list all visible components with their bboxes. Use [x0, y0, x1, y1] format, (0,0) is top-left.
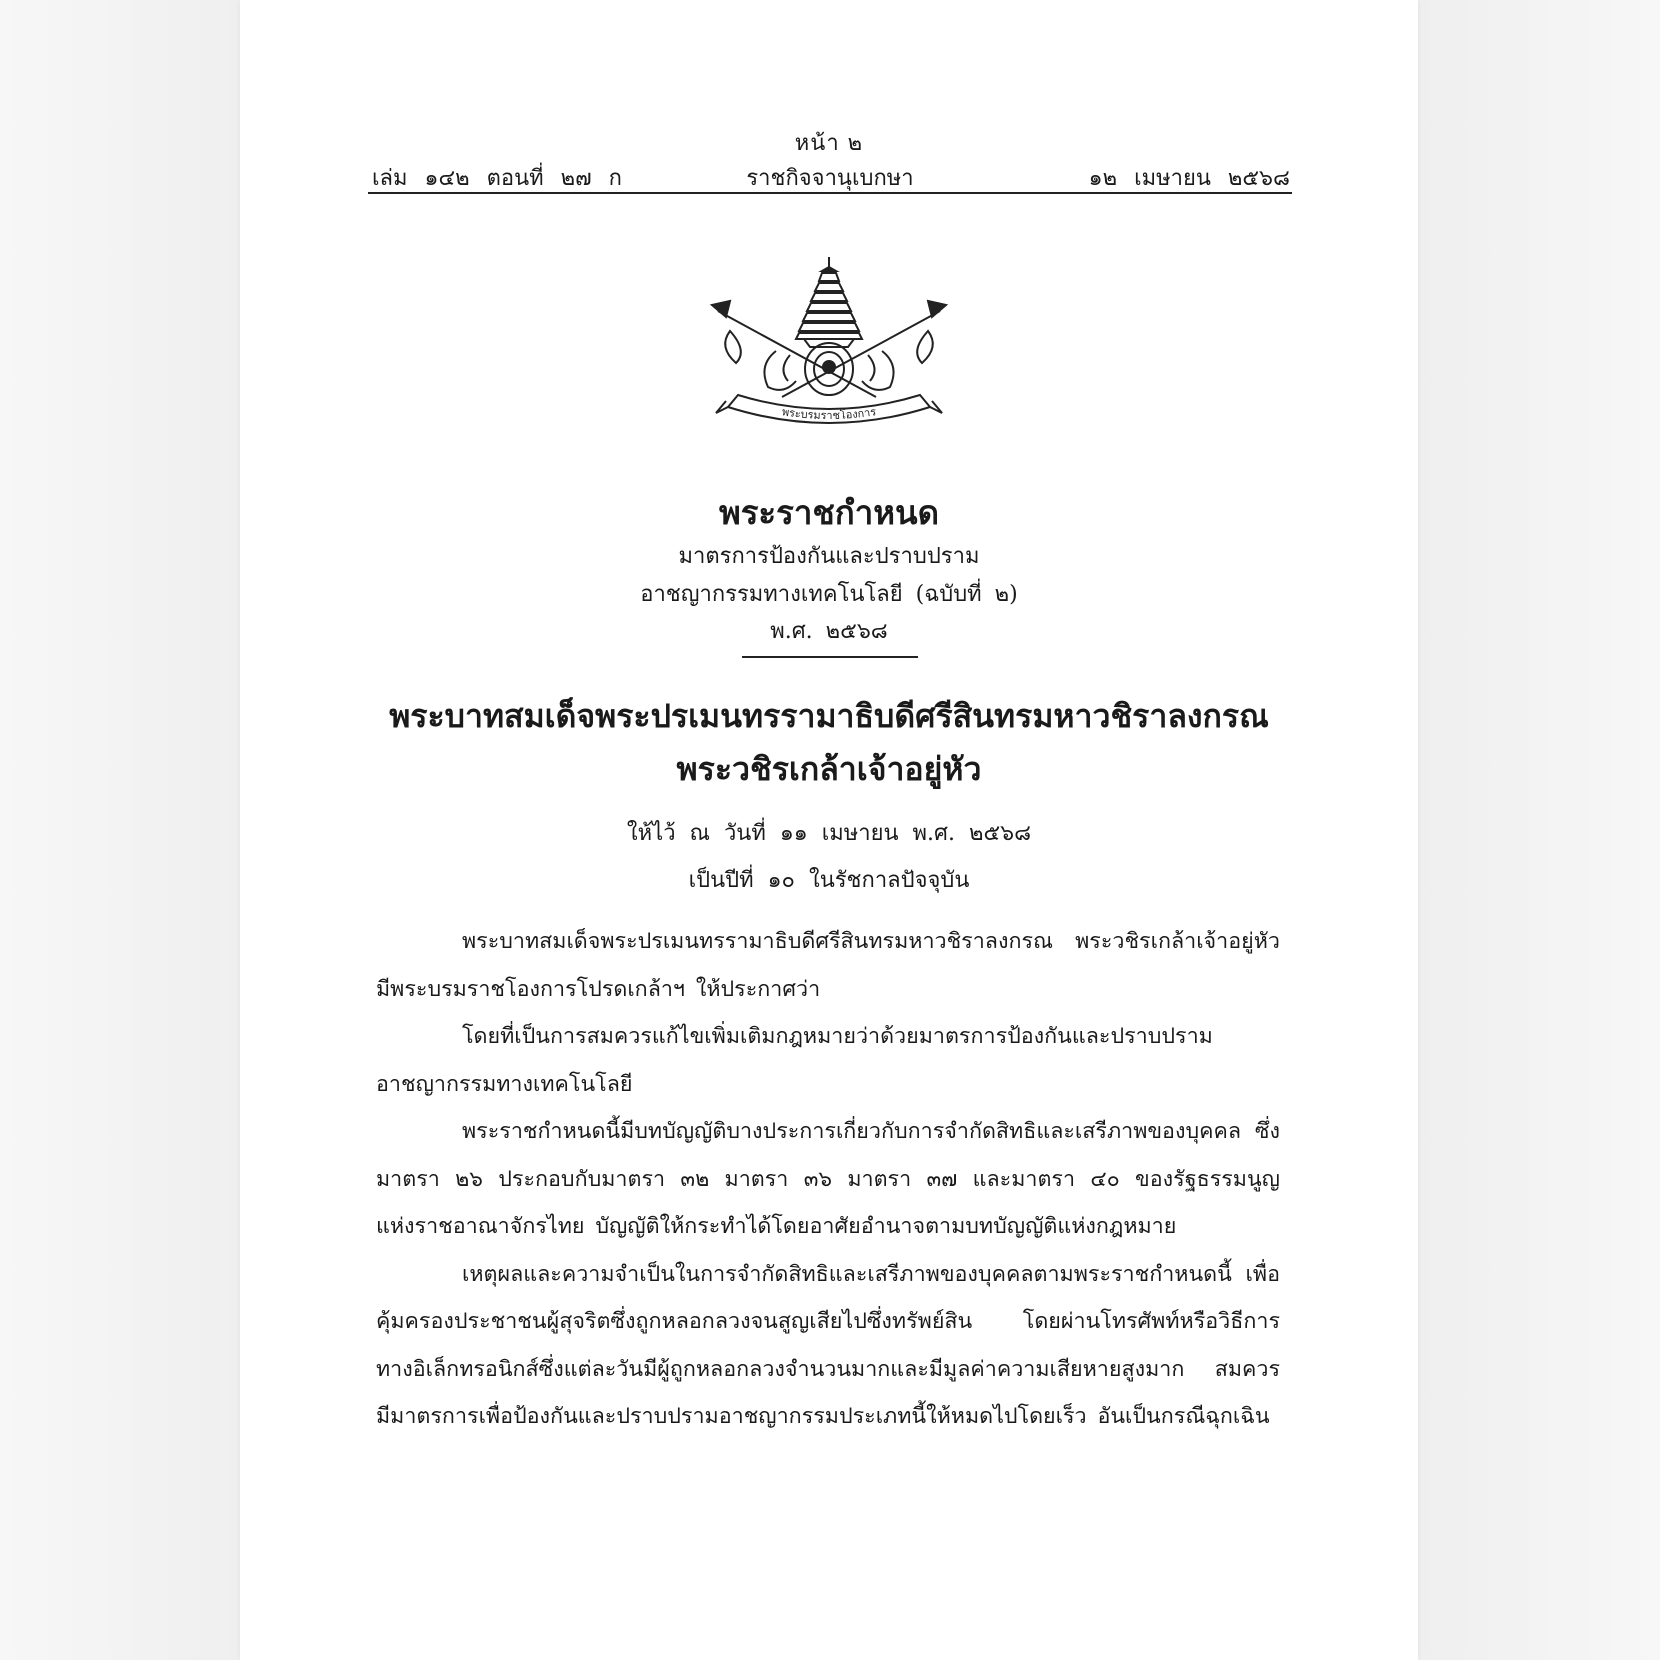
publication-name: ราชกิจจานุเบกษา [746, 166, 914, 191]
document-title: พระราชกำหนด [718, 493, 940, 532]
given-date: ให้ไว้ ณ วันที่ ๑๑ เมษายน พ.ศ. ๒๕๖๘ [626, 821, 1032, 846]
king-name-line2: พระวชิรเกล้าเจ้าอยู่หัว [676, 750, 982, 788]
reign-year: เป็นปีที่ ๑๐ ในรัชกาลปัจจุบัน [688, 868, 970, 893]
publication-date: ๑๒ เมษายน ๒๕๖๘ [1088, 166, 1290, 191]
gazette-page [240, 0, 1418, 1660]
royal-garuda-seal-icon [708, 255, 950, 431]
left-margin-background [0, 0, 240, 1660]
svg-text:พระบรมราชโองการ [781, 405, 877, 422]
title-divider [742, 656, 918, 658]
seal-ribbon-text: พระบรมราชโองการ [780, 405, 878, 423]
body-paragraph: พระราชกำหนดนี้มีบทบัญญัติบางประการเกี่ยวกับการจำกัดสิทธิและเสรีภาพของบุคคล ซึ่งมาตรา ๒๖ ประกอบกับมาตรา ๓๒ มาตรา ๓๖ มาตรา ๓๗ และมาตรา ๔๐ ของรัฐธรรมนูญ แห่งราชอาณาจักรไทย บัญญัติให้กระทำได้โดยอาศัยอำนาจตามบทบัญญัติแห่งกฎหมาย [376, 1119, 1280, 1239]
body-paragraph: พระบาทสมเด็จพระปรเมนทรรามาธิบดีศรีสินทรมหาวชิราลงกรณ พระวชิรเกล้าเจ้าอยู่หัว มีพระบรมราชโองการโปรดเกล้าฯ ให้ประกาศว่า [376, 929, 1280, 1002]
page-number: หน้า ๒ [794, 131, 864, 156]
body-paragraph: เหตุผลและความจำเป็นในการจำกัดสิทธิและเสรีภาพของบุคคลตามพระราชกำหนดนี้ เพื่อคุ้มครองประชาชนผู้สุจริตซึ่งถูกหลอกลวงจนสูญเสียไปซึ่งทรัพย์สิน โดยผ่านโทรศัพท์หรือวิธีการ ทางอิเล็กทรอนิกส์ซึ่งแต่ละวันมีผู้ถูกหลอกลวงจำนวนมากและมีมูลค่าความเสียหายสูงมาก สมควร มีมาตรการเพื่อป้องกันและปราบปรามอาชญากรรมประเภทนี้ให้หมดไปโดยเร็ว อันเป็นกรณีฉุกเฉิน [376, 1261, 1280, 1429]
document-subtitle-line1: มาตรการป้องกันและปราบปราม [678, 544, 980, 569]
gazette-header [368, 160, 1292, 194]
volume-issue: เล่ม ๑๔๒ ตอนที่ ๒๗ ก [372, 166, 622, 191]
right-margin-background [1418, 0, 1660, 1660]
document-year: พ.ศ. ๒๕๖๘ [770, 619, 888, 644]
document-subtitle-line2: อาชญากรรมทางเทคโนโลยี (ฉบับที่ ๒) [640, 582, 1018, 607]
document-body [376, 918, 1280, 1441]
king-name-line1: พระบาทสมเด็จพระปรเมนทรรามาธิบดีศรีสินทรมหาวชิราลงกรณ [389, 697, 1269, 735]
body-paragraph: โดยที่เป็นการสมควรแก้ไขเพิ่มเติมกฎหมายว่าด้วยมาตรการป้องกันและปราบปราม อาชญากรรมทางเทคโนโลยี [376, 1024, 1213, 1097]
